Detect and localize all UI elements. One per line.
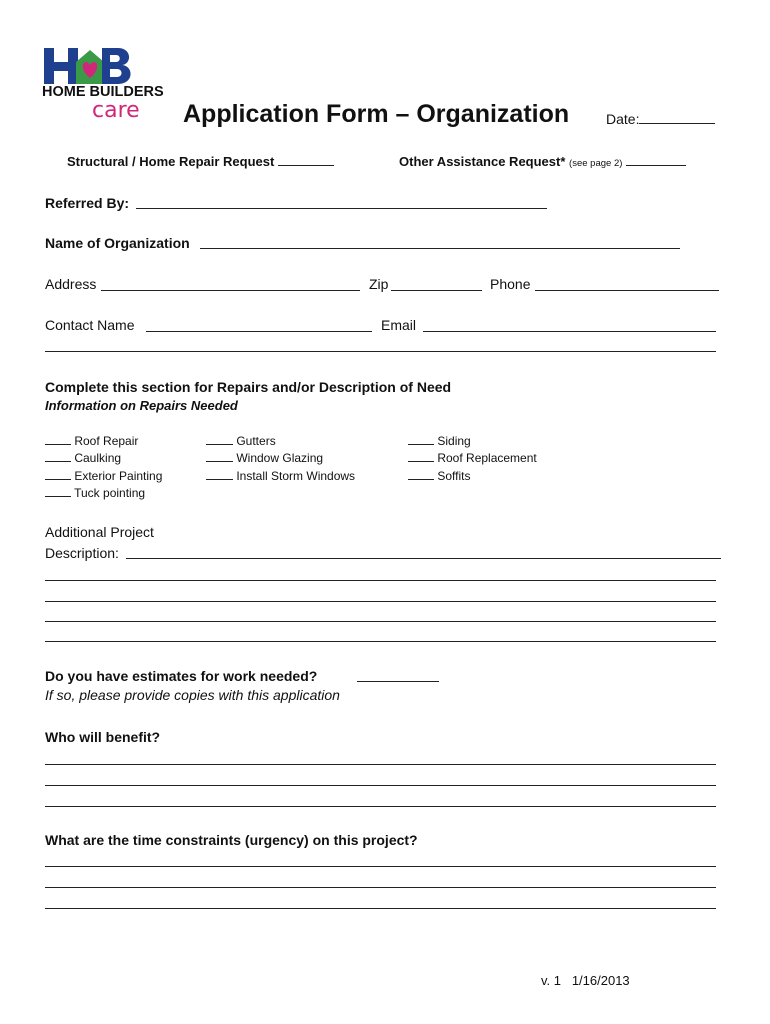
date-label: Date: — [606, 111, 640, 127]
repair-label: Siding — [437, 434, 471, 448]
date-blank[interactable] — [639, 112, 715, 124]
other-assistance-blank[interactable] — [626, 154, 686, 166]
contact-name-label: Contact Name — [45, 317, 135, 333]
repair-option[interactable] — [206, 433, 355, 450]
logo-line-home-builders: HOME BUILDERS — [42, 84, 164, 100]
benefit-line[interactable] — [45, 785, 716, 786]
zip-label: Zip — [369, 276, 389, 292]
time-line[interactable] — [45, 866, 716, 867]
additional-project-label-line1: Additional Project — [45, 524, 154, 540]
contact-name-blank[interactable] — [146, 331, 372, 332]
structural-request-label: Structural / Home Repair Request — [67, 154, 275, 169]
repairs-subtitle: Information on Repairs Needed — [45, 398, 238, 413]
check-blank[interactable] — [206, 450, 233, 462]
repairs-column-3 — [408, 433, 537, 485]
structural-request-field[interactable] — [67, 154, 334, 169]
page-title: Application Form – Organization — [183, 100, 570, 128]
phone-blank[interactable] — [535, 290, 719, 291]
repair-label: Gutters — [236, 434, 276, 448]
benefit-question: Who will benefit? — [45, 729, 161, 745]
additional-project-label-line2: Description: — [45, 545, 119, 561]
version-footer: v. 1 1/16/2013 — [541, 973, 630, 988]
zip-blank[interactable] — [391, 290, 482, 291]
check-blank[interactable] — [408, 468, 434, 480]
time-constraints-question: What are the time constraints (urgency) on this project? — [45, 832, 418, 848]
check-blank[interactable] — [45, 450, 71, 462]
repair-label: Soffits — [437, 468, 471, 483]
referred-by-label: Referred By: — [45, 195, 130, 211]
description-line[interactable] — [45, 601, 716, 602]
check-blank[interactable] — [206, 433, 233, 445]
phone-label: Phone — [490, 276, 531, 292]
check-blank[interactable] — [45, 433, 71, 445]
repair-option[interactable] — [206, 450, 355, 467]
logo-line-care: care — [92, 98, 140, 123]
email-label: Email — [381, 317, 417, 333]
check-blank[interactable] — [45, 485, 71, 497]
description-blank[interactable] — [126, 558, 721, 559]
repair-label: Window Glazing — [236, 451, 324, 466]
description-line[interactable] — [45, 641, 716, 642]
structural-request-blank[interactable] — [278, 154, 334, 166]
org-name-blank[interactable] — [200, 248, 680, 249]
org-name-label: Name of Organization — [45, 235, 190, 251]
repair-label: Roof Repair — [74, 434, 139, 448]
description-line[interactable] — [45, 621, 716, 622]
repair-label: Tuck pointing — [74, 485, 146, 500]
benefit-line[interactable] — [45, 806, 716, 807]
repairs-section-title: Complete this section for Repairs and/or Description of Need — [45, 379, 452, 395]
contact-extra-line[interactable] — [45, 351, 716, 352]
repair-option[interactable] — [408, 433, 537, 450]
time-line[interactable] — [45, 887, 716, 888]
estimates-question: Do you have estimates for work needed? — [45, 668, 318, 684]
repair-option[interactable] — [45, 468, 162, 485]
repair-option[interactable] — [408, 450, 537, 467]
repairs-column-1 — [45, 433, 162, 502]
repairs-column-2 — [206, 433, 355, 485]
repair-option[interactable] — [45, 485, 162, 502]
repair-label: Exterior Painting — [74, 468, 163, 483]
benefit-line[interactable] — [45, 764, 716, 765]
other-assistance-label: Other Assistance Request* — [399, 154, 566, 169]
repair-option[interactable] — [45, 433, 162, 450]
repair-label: Caulking — [74, 451, 122, 466]
check-blank[interactable] — [408, 450, 434, 462]
repair-option[interactable] — [206, 468, 355, 485]
repair-label: Install Storm Windows — [236, 468, 356, 483]
repair-option[interactable] — [45, 450, 162, 467]
other-assistance-field[interactable] — [399, 154, 686, 169]
time-line[interactable] — [45, 908, 716, 909]
home-builders-care-logo — [40, 44, 180, 130]
estimates-note: If so, please provide copies with this application — [45, 687, 340, 703]
estimates-blank[interactable] — [357, 681, 439, 682]
repair-option[interactable] — [408, 468, 537, 485]
address-label: Address — [45, 276, 97, 292]
address-blank[interactable] — [101, 290, 360, 291]
check-blank[interactable] — [408, 433, 434, 445]
repair-label: Roof Replacement — [437, 451, 537, 466]
referred-by-blank[interactable] — [136, 208, 547, 209]
other-assistance-note: (see page 2) — [569, 158, 623, 169]
date-field[interactable] — [606, 111, 715, 127]
check-blank[interactable] — [45, 468, 71, 480]
check-blank[interactable] — [206, 468, 233, 480]
email-blank[interactable] — [423, 331, 716, 332]
description-line[interactable] — [45, 580, 716, 581]
